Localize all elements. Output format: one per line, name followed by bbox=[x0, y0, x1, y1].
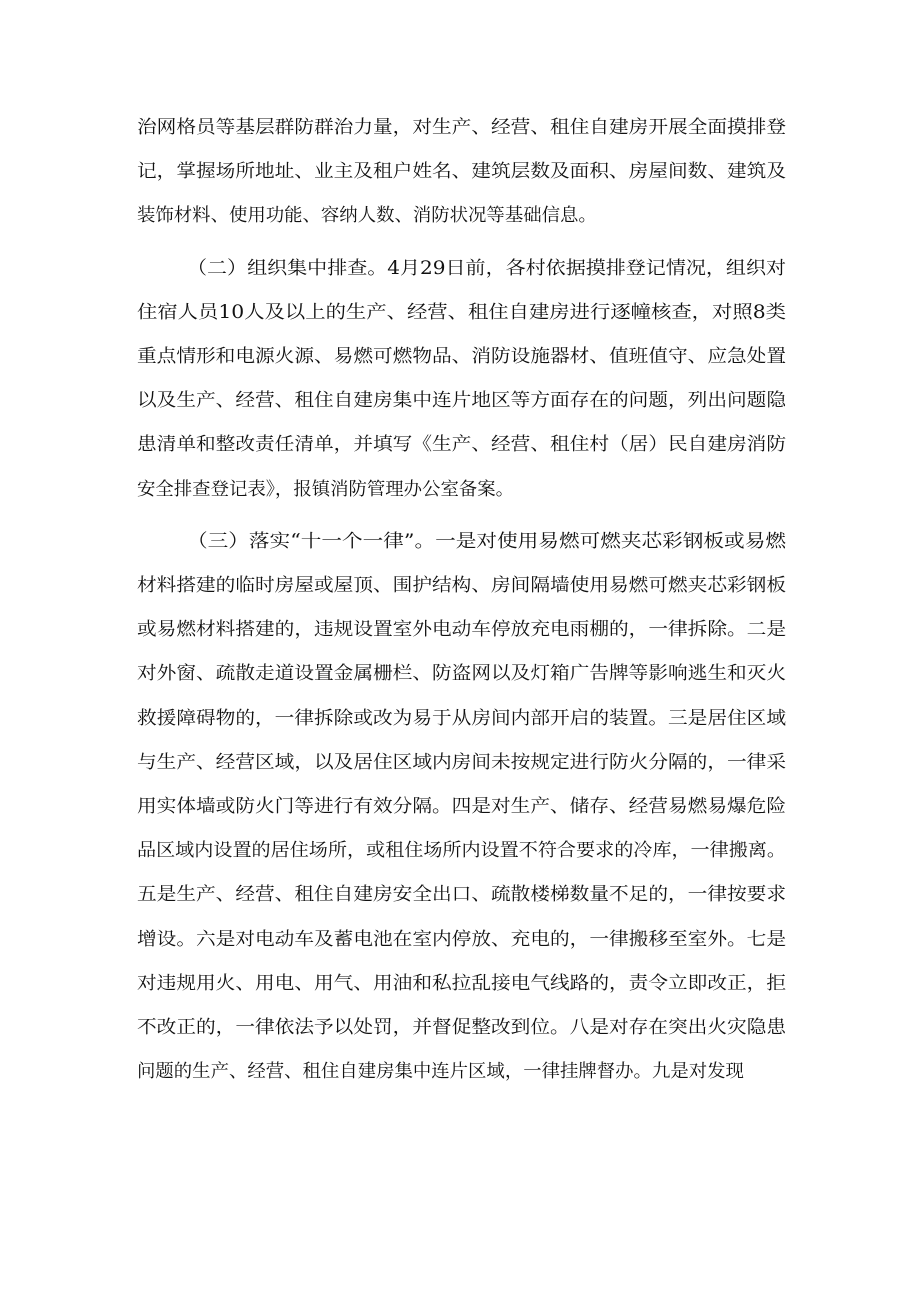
text-line bbox=[0, 155, 920, 189]
text-line-content: 增设。六是对电动车及蓄电池在室内停放、充电的，一律搬移至室外。七是 bbox=[137, 929, 787, 950]
text-line-content: 安全排查登记表》，报镇消防管理办公室备案。 bbox=[137, 479, 515, 500]
text-line bbox=[0, 340, 920, 374]
text-line-content: 患清单和整改责任清单，并填写《生产、经营、租住村（居）民自建房消防 bbox=[137, 434, 787, 455]
text-line bbox=[0, 790, 920, 824]
text-line-content: 与生产、经营区域，以及居住区域内房间未按规定进行防火分隔的，一律采 bbox=[137, 752, 787, 773]
text-line bbox=[0, 923, 920, 957]
text-line-content: 问题的生产、经营、租住自建房集中连片区域，一律挂牌督办。九是对发现 bbox=[137, 1061, 744, 1082]
text-line-content: 对违规用火、用电、用气、用油和私拉乱接电气线路的，责令立即改正，拒 bbox=[137, 973, 787, 994]
text-line bbox=[0, 878, 920, 912]
text-line bbox=[0, 473, 920, 507]
text-line-content: 救援障碍物的，一律拆除或改为易于从房间内部开启的装置。三是居住区域 bbox=[137, 708, 787, 729]
text-line bbox=[0, 967, 920, 1001]
text-line-content: （三）落实“十一个一律”。一是对使用易燃可燃夹芯彩钢板或易燃 bbox=[187, 531, 786, 552]
text-line-content: 五是生产、经营、租住自建房安全出口、疏散楼梯数量不足的，一律按要求 bbox=[137, 884, 787, 905]
text-line-content: 对外窗、疏散走道设置金属栅栏、防盗网以及灯箱广告牌等影响逃生和灭火 bbox=[137, 663, 787, 684]
text-line bbox=[0, 1055, 920, 1089]
text-line-content: 治网格员等基层群防群治力量，对生产、经营、租住自建房开展全面摸排登 bbox=[137, 117, 787, 138]
text-line bbox=[0, 1011, 920, 1045]
text-line bbox=[0, 834, 920, 868]
text-line bbox=[0, 657, 920, 691]
text-line bbox=[0, 569, 920, 603]
text-line bbox=[0, 702, 920, 736]
text-line-content: 以及生产、经营、租住自建房集中连片地区等方面存在的问题，列出问题隐 bbox=[137, 390, 787, 411]
text-line bbox=[0, 613, 920, 647]
text-line bbox=[0, 296, 920, 330]
text-line bbox=[0, 428, 920, 462]
text-line-content: 用实体墙或防火门等进行有效分隔。四是对生产、储存、经营易燃易爆危险 bbox=[137, 796, 787, 817]
text-line-content: 住宿人员10人及以上的生产、经营、租住自建房进行逐幢核查，对照8类 bbox=[137, 302, 786, 323]
text-line-content: 装饰材料、使用功能、容纳人数、消防状况等基础信息。 bbox=[137, 205, 597, 226]
text-line bbox=[0, 252, 920, 286]
text-line-content: 记，掌握场所地址、业主及租户姓名、建筑层数及面积、房屋间数、建筑及 bbox=[137, 161, 787, 182]
text-line bbox=[0, 199, 920, 233]
text-line-content: 不改正的，一律依法予以处罚，并督促整改到位。八是对存在突出火灾隐患 bbox=[137, 1017, 787, 1038]
text-line-content: 重点情形和电源火源、易燃可燃物品、消防设施器材、值班值守、应急处置 bbox=[137, 346, 787, 367]
text-line bbox=[0, 384, 920, 418]
text-line bbox=[0, 525, 920, 559]
text-line-content: 或易燃材料搭建的，违规设置室外电动车停放充电雨棚的，一律拆除。二是 bbox=[137, 619, 787, 640]
text-line-content: （二）组织集中排查。4月29日前，各村依据摸排登记情况，组织对 bbox=[187, 258, 787, 279]
text-line bbox=[0, 746, 920, 780]
text-line-content: 材料搭建的临时房屋或屋顶、围护结构、房间隔墙使用易燃可燃夹芯彩钢板 bbox=[137, 575, 787, 596]
text-line bbox=[0, 111, 920, 145]
text-line-content: 品区域内设置的居住场所，或租住场所内设置不符合要求的冷库，一律搬离。 bbox=[137, 840, 786, 861]
